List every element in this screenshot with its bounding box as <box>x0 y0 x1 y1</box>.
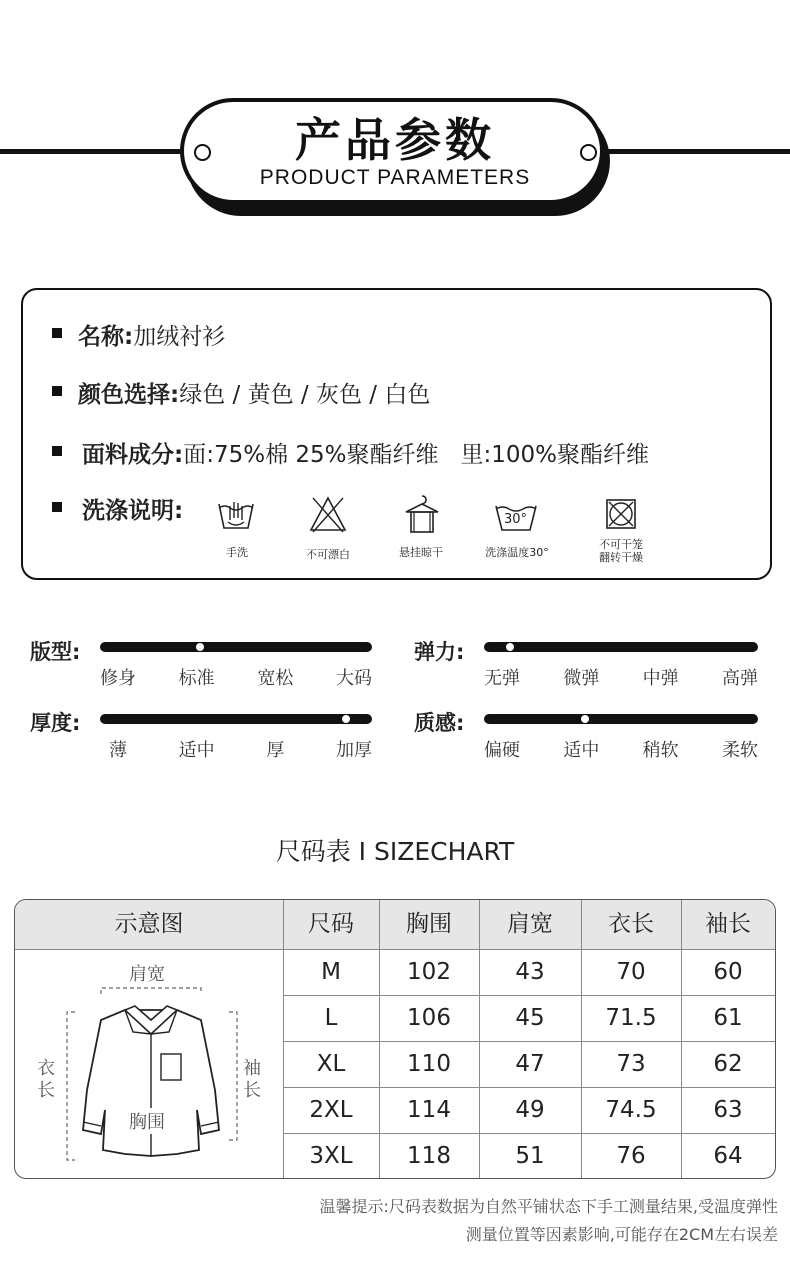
wash-label-30: 洗涤温度30° <box>485 546 549 559</box>
slider-tick-label: 加厚 <box>336 740 372 761</box>
table-cell: 102 <box>407 959 451 985</box>
table-cell: 49 <box>515 1097 545 1123</box>
table-cell: 62 <box>713 1051 743 1077</box>
diagram-chest-label: 胸围 <box>129 1108 165 1134</box>
table-cell: 73 <box>616 1051 646 1077</box>
slider-tick-label: 标准 <box>178 668 215 689</box>
slider-tick-label: 修身 <box>100 668 136 689</box>
table-header-cell: 尺码 <box>308 911 354 937</box>
note-line-2: 测量位置等因素影响,可能存在2CM左右误差 <box>465 1225 778 1244</box>
table-header-cell: 袖长 <box>705 911 751 937</box>
table-cell: XL <box>316 1051 346 1077</box>
slider-track <box>484 642 758 652</box>
wash-label-no-tumble-line2: 翻转干燥 <box>599 551 643 564</box>
slider-tick-label: 厚 <box>266 740 285 761</box>
slider-label: 弹力: <box>414 640 465 664</box>
slider-tick-label: 大码 <box>336 668 372 689</box>
fabric-label: 面料成分: <box>82 442 184 468</box>
wash-row <box>82 492 183 525</box>
table-cell: 110 <box>407 1051 451 1077</box>
slider-track <box>100 642 372 652</box>
wash-label-no-tumble <box>576 538 666 564</box>
shirt-diagram <box>15 950 283 1179</box>
slider-tick-label: 宽松 <box>257 668 294 689</box>
table-cell: 114 <box>407 1097 451 1123</box>
name-label: 名称: <box>78 324 134 350</box>
table-cell: 61 <box>713 1005 743 1031</box>
table-cell: 47 <box>515 1051 545 1077</box>
size-chart-title: 尺码表 I SIZECHART <box>275 837 515 866</box>
wash-label-hand: 手洗 <box>226 546 248 559</box>
slider-tick-label: 薄 <box>109 740 127 761</box>
bullet-icon <box>52 446 62 456</box>
table-cell: 43 <box>515 959 545 985</box>
table-cell: 71.5 <box>605 1005 657 1031</box>
table-cell: 45 <box>515 1005 545 1031</box>
table-header-cell: 胸围 <box>406 911 452 937</box>
table-cell: 51 <box>515 1143 545 1169</box>
table-cell: 2XL <box>309 1097 353 1123</box>
table-header-cell: 肩宽 <box>507 911 553 937</box>
table-cell: 70 <box>616 959 646 985</box>
table-cell: 106 <box>407 1005 451 1031</box>
wash-label: 洗涤说明: <box>82 498 184 524</box>
no-bleach-icon <box>308 494 348 536</box>
diagram-sleeve-label: 袖长 <box>243 1058 261 1101</box>
name-row <box>78 318 225 351</box>
slider-label: 厚度: <box>30 711 81 735</box>
hand-wash-icon <box>216 494 256 536</box>
no-tumble-dry-icon <box>604 494 638 536</box>
color-row <box>78 376 430 409</box>
slider-knob <box>581 715 589 723</box>
table-cell: 118 <box>407 1143 451 1169</box>
slider-tick-label: 微弹 <box>563 668 600 689</box>
name-value: 加绒衬衫 <box>133 324 226 350</box>
slider-tick-label: 稍软 <box>642 740 679 761</box>
table-header-cell: 示意图 <box>114 911 184 937</box>
diagram-shoulder-label: 肩宽 <box>129 964 165 985</box>
table-cell: M <box>321 959 341 985</box>
wash-label-no-tumble-line1: 不可干笼 <box>599 538 643 551</box>
fabric-value: 面:75%棉 25%聚酯纤维 里:100%聚酯纤维 <box>183 442 649 468</box>
bullet-icon <box>52 502 62 512</box>
color-value: 绿色 / 黄色 / 灰色 / 白色 <box>179 382 431 408</box>
color-label: 颜色选择: <box>78 382 180 408</box>
page-title: 产品参数 <box>295 113 495 167</box>
table-cell: 64 <box>713 1143 743 1169</box>
bullet-icon <box>52 328 62 338</box>
table-cell: 3XL <box>309 1143 353 1169</box>
slider-track <box>484 714 758 724</box>
diagram-length-label: 衣长 <box>37 1058 55 1101</box>
page-subtitle: PRODUCT PARAMETERS <box>259 166 531 189</box>
slider-tick-label: 无弹 <box>484 668 520 689</box>
wash-30-icon <box>494 494 538 536</box>
table-cell: 60 <box>713 959 743 985</box>
hang-dry-icon <box>402 494 442 536</box>
slider-tick-label: 偏硬 <box>484 740 520 761</box>
slider-track <box>100 714 372 724</box>
wash-temp-text: 30° <box>504 512 528 527</box>
table-cell: L <box>324 1005 338 1031</box>
table-header-cell: 衣长 <box>608 911 654 937</box>
slider-tick-label: 高弹 <box>722 668 758 689</box>
slider-tick-label: 适中 <box>563 740 600 761</box>
wash-label-hang-dry: 悬挂晾干 <box>399 546 443 559</box>
table-cell: 74.5 <box>605 1097 657 1123</box>
slider-knob <box>506 643 514 651</box>
bullet-icon <box>52 386 62 396</box>
slider-tick-label: 适中 <box>178 740 215 761</box>
fabric-row <box>82 436 649 469</box>
slider-label: 质感: <box>414 711 465 735</box>
table-cell: 76 <box>616 1143 646 1169</box>
slider-tick-label: 中弹 <box>642 668 679 689</box>
slider-label: 版型: <box>30 640 81 664</box>
table-cell: 63 <box>713 1097 743 1123</box>
size-table <box>14 899 776 1179</box>
note-line-1: 温馨提示:尺码表数据为自然平铺状态下手工测量结果,受温度弹性 <box>319 1197 778 1216</box>
slider-tick-label: 柔软 <box>722 740 758 761</box>
wash-label-no-bleach: 不可漂白 <box>306 548 350 561</box>
